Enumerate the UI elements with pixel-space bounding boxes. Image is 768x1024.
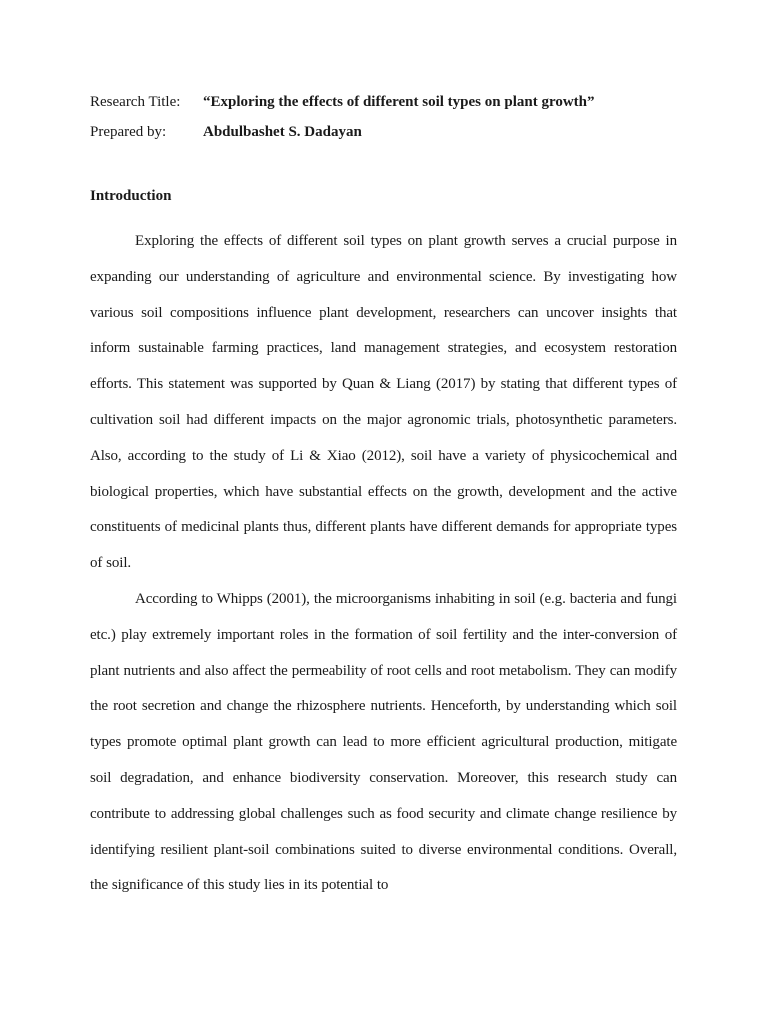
research-title-label: Research Title: (90, 94, 181, 110)
document-meta (90, 92, 680, 152)
prepared-by-row (90, 122, 680, 152)
document-body (90, 224, 677, 904)
research-title-value: “Exploring the effects of different soil types on plant growth” (203, 94, 595, 110)
paragraph-1: Exploring the effects of different soil types on plant growth serves a crucial purpose in expanding our understanding of agriculture and environmental science. By investigating how various soil compositions influence plant development, researchers can uncover insights that inform sustainable farming practices, land management strategies, and ecosystem restoration efforts. This statement was supported by Quan & Liang (2017) by stating that different types of cultivation soil had different impacts on the major agronomic trials, photosynthetic parameters. Also, according to the study of Li & Xiao (2012), soil have a variety of physicochemical and biological properties, which have substantial effects on the growth, development and the active constituents of medicinal plants thus, different plants have different demands for appropriate types of soil. (90, 233, 677, 572)
paragraph-2: According to Whipps (2001), the microorganisms inhabiting in soil (e.g. bacteria and fungi etc.) play extremely important roles in the formation of soil fertility and the inter-conversion of plant nutrients and also affect the permeability of root cells and root metabolism. They can modify the root secretion and change the rhizosphere nutrients. Henceforth, by understanding which soil types promote optimal plant growth can lead to more efficient agricultural production, mitigate soil degradation, and enhance biodiversity conservation. Moreover, this research study can contribute to addressing global challenges such as food security and climate change resilience by identifying resilient plant-soil combinations suited to diverse environmental conditions. Overall, the significance of this study lies in its potential to (90, 590, 677, 894)
prepared-by-label: Prepared by: (90, 124, 167, 140)
section-heading: Introduction (90, 188, 172, 204)
research-title-row (90, 92, 680, 122)
prepared-by-value: Abdulbashet S. Dadayan (203, 124, 362, 140)
